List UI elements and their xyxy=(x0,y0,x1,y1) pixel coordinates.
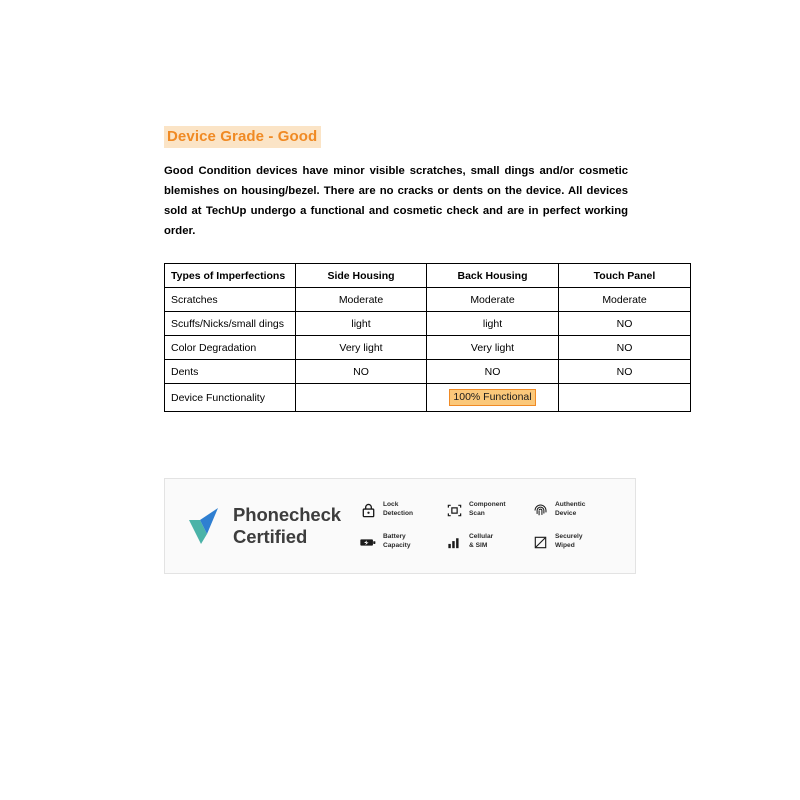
cell-dents-back-housing: NO xyxy=(427,360,559,384)
feature-label-line1: Cellular xyxy=(469,533,494,541)
cell-color-degradation-back-housing: Very light xyxy=(427,336,559,360)
table-col-header-side-housing: Side Housing xyxy=(296,264,427,288)
phonecheck-certified-banner xyxy=(164,478,636,574)
feature-column-2 xyxy=(445,501,531,551)
feature-label-line1: Component xyxy=(469,501,506,509)
feature-label-line2: & SIM xyxy=(469,542,488,549)
cell-device-functionality-touch-panel xyxy=(559,384,691,412)
feature-securely-wiped xyxy=(531,533,617,551)
table-body xyxy=(165,288,691,412)
feature-label-line2: Detection xyxy=(383,510,414,517)
feature-battery-capacity xyxy=(359,533,445,551)
feature-label xyxy=(555,501,585,519)
cell-dents-touch-panel: NO xyxy=(559,360,691,384)
cell-color-degradation-touch-panel: NO xyxy=(559,336,691,360)
feature-column-3 xyxy=(531,501,617,551)
brand-line-1: Phonecheck xyxy=(233,504,341,526)
battery-icon xyxy=(359,533,377,551)
feature-label-line2: Scan xyxy=(469,510,485,517)
table-col-header-types: Types of Imperfections xyxy=(165,264,296,288)
component-scan-icon xyxy=(445,501,463,519)
table-header-row xyxy=(165,264,691,288)
feature-label xyxy=(555,533,583,551)
cell-device-functionality-side-housing xyxy=(296,384,427,412)
feature-label-line1: Lock xyxy=(383,501,399,509)
feature-label xyxy=(383,533,411,551)
phonecheck-logo xyxy=(187,504,353,548)
feature-lock-detection xyxy=(359,501,445,519)
feature-authentic-device xyxy=(531,501,617,519)
cell-scratches-touch-panel: Moderate xyxy=(559,288,691,312)
table-row xyxy=(165,360,691,384)
phonecheck-brand-text xyxy=(233,504,341,548)
row-label-device-functionality: Device Functionality xyxy=(165,384,296,412)
table-row xyxy=(165,288,691,312)
fingerprint-icon xyxy=(531,501,549,519)
row-label-scratches: Scratches xyxy=(165,288,296,312)
functional-highlight-badge: 100% Functional xyxy=(449,389,535,406)
certification-features xyxy=(353,501,635,551)
table-row xyxy=(165,336,691,360)
feature-label-line2: Capacity xyxy=(383,542,411,549)
cell-device-functionality-back-housing xyxy=(427,384,559,412)
feature-label-line2: Device xyxy=(555,510,577,517)
cell-scratches-side-housing: Moderate xyxy=(296,288,427,312)
feature-label-line1: Battery xyxy=(383,533,406,541)
row-label-color-degradation: Color Degradation xyxy=(165,336,296,360)
table-header xyxy=(165,264,691,288)
feature-label-line2: Wiped xyxy=(555,542,575,549)
feature-cellular-sim xyxy=(445,533,531,551)
page-title-wrapper xyxy=(164,126,638,148)
imperfections-table xyxy=(164,263,691,412)
table-row xyxy=(165,312,691,336)
cell-color-degradation-side-housing: Very light xyxy=(296,336,427,360)
table-row xyxy=(165,384,691,412)
feature-column-1 xyxy=(359,501,445,551)
feature-component-scan xyxy=(445,501,531,519)
feature-label xyxy=(469,501,506,519)
feature-label xyxy=(383,501,413,519)
page-title: Device Grade - Good xyxy=(164,126,321,148)
signal-bars-icon xyxy=(445,533,463,551)
row-label-scuffs: Scuffs/Nicks/small dings xyxy=(165,312,296,336)
cell-scuffs-side-housing: light xyxy=(296,312,427,336)
checkmark-icon xyxy=(187,506,223,546)
cell-scuffs-touch-panel: NO xyxy=(559,312,691,336)
wiped-icon xyxy=(531,533,549,551)
feature-label xyxy=(469,533,493,551)
feature-label-line1: Authentic xyxy=(555,501,586,509)
cell-dents-side-housing: NO xyxy=(296,360,427,384)
cell-scuffs-back-housing: light xyxy=(427,312,559,336)
lock-icon xyxy=(359,501,377,519)
intro-paragraph: Good Condition devices have minor visible scratches, small dings and/or cosmetic blemishes on housing/bezel. There are no cracks or dents on the device. All devices sold at TechUp undergo a functional and cosmetic check and are in perfect working order. xyxy=(164,165,628,237)
table-col-header-touch-panel: Touch Panel xyxy=(559,264,691,288)
feature-label-line1: Securely xyxy=(555,533,583,541)
cell-scratches-back-housing: Moderate xyxy=(427,288,559,312)
row-label-dents: Dents xyxy=(165,360,296,384)
table-col-header-back-housing: Back Housing xyxy=(427,264,559,288)
document-content xyxy=(164,126,656,412)
brand-line-2: Certified xyxy=(233,526,308,547)
